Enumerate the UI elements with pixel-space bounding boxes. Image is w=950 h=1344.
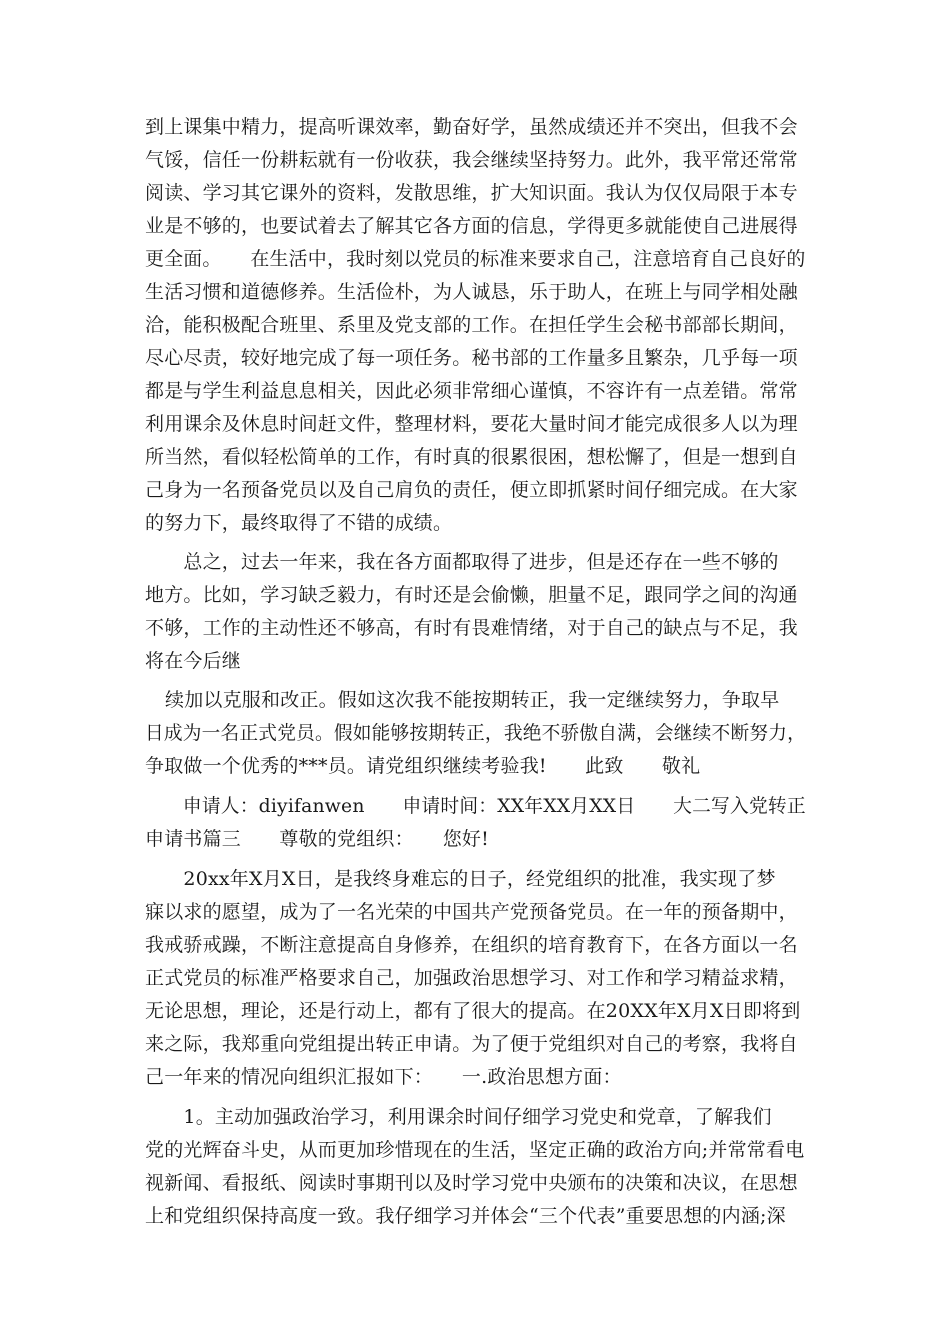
text-line: 尽心尽责，较好地完成了每一项任务。秘书部的工作量多且繁杂，几乎每一项 xyxy=(145,347,798,369)
text-line: 总之，过去一年来，我在各方面都取得了进步，但是还存在一些不够的 xyxy=(145,551,779,573)
text-line: 正式党员的标准严格要求自己，加强政治思想学习、对工作和学习精益求精， xyxy=(145,967,798,989)
text-line: 己一年来的情况向组织汇报如下： 一.政治思想方面： xyxy=(145,1066,622,1088)
text-line: 洽，能积极配合班里、系里及党支部的工作。在担任学生会秘书部部长期间， xyxy=(145,314,798,336)
text-line: 争取做一个优秀的***员。请党组织继续考验我! 此致 敬礼 xyxy=(145,755,701,777)
text-line: 的努力下，最终取得了不错的成绩。 xyxy=(145,512,453,534)
text-line: 不够，工作的主动性还不够高，有时有畏难情绪，对于自己的缺点与不足，我 xyxy=(145,617,798,639)
text-line: 业是不够的，也要试着去了解其它各方面的信息，学得更多就能使自己进展得 xyxy=(145,215,798,237)
text-line: 1。主动加强政治学习，利用课余时间仔细学习党史和党章，了解我们 xyxy=(145,1106,772,1128)
text-line: 将在今后继 xyxy=(145,650,242,672)
text-line: 党的光辉奋斗史，从而更加珍惜现在的生活，坚定正确的政治方向;并常常看电 xyxy=(145,1139,805,1161)
text-line: 视新闻、看报纸、阅读时事期刊以及时学习党中央颁布的决策和决议，在思想 xyxy=(145,1172,798,1194)
text-line: 地方。比如，学习缺乏毅力，有时还是会偷懒，胆量不足，跟同学之间的沟通 xyxy=(145,584,798,606)
text-line: 生活习惯和道德修养。生活俭朴，为人诚恳，乐于助人，在班上与同学相处融 xyxy=(145,281,798,303)
text-line: 寐以求的愿望，成为了一名光荣的中国共产党预备党员。在一年的预备期中， xyxy=(145,901,798,923)
text-line: 上和党组织保持高度一致。我仔细学习并体会“三个代表”重要思想的内涵;深 xyxy=(145,1205,786,1227)
text-line: 续加以克服和改正。假如这次我不能按期转正，我一定继续努力，争取早 xyxy=(165,689,780,711)
text-line: 阅读、学习其它课外的资料，发散思维，扩大知识面。我认为仅仅局限于本专 xyxy=(145,182,798,204)
text-line: 申请书篇三 尊敬的党组织： 您好! xyxy=(145,828,489,850)
text-line: 气馁，信任一份耕耘就有一份收获，我会继续坚持努力。此外，我平常还常常 xyxy=(145,149,798,171)
text-line: 我戒骄戒躁，不断注意提高自身修养，在组织的培育教育下，在各方面以一名 xyxy=(145,934,798,956)
text-line: 申请人：diyifanwen 申请时间：XX年XX月XX日 大二写入党转正 xyxy=(145,795,806,817)
text-line: 来之际，我郑重向党组提出转正申请。为了便于党组织对自己的考察，我将自 xyxy=(145,1033,798,1055)
text-line: 日成为一名正式党员。假如能够按期转正，我绝不骄傲自满，会继续不断努力， xyxy=(145,722,806,744)
text-line: 都是与学生利益息息相关，因此必须非常细心谨慎，不容许有一点差错。常常 xyxy=(145,380,798,402)
text-line: 20xx年X月X日，是我终身难忘的日子，经党组织的批准，我实现了梦 xyxy=(145,868,776,890)
text-line: 到上课集中精力，提高听课效率，勤奋好学，虽然成绩还并不突出，但我不会 xyxy=(145,116,798,138)
text-line: 更全面。 在生活中，我时刻以党员的标准来要求自己，注意培育自己良好的 xyxy=(145,248,806,270)
text-line: 己身为一名预备党员以及自己肩负的责任，便立即抓紧时间仔细完成。在大家 xyxy=(145,479,798,501)
text-line: 无论思想，理论，还是行动上，都有了很大的提高。在20XX年X月X日即将到 xyxy=(145,1000,801,1022)
text-line: 利用课余及休息时间赶文件，整理材料，要花大量时间才能完成很多人以为理 xyxy=(145,413,798,435)
text-line: 所当然，看似轻松简单的工作，有时真的很累很困，想松懈了，但是一想到自 xyxy=(145,446,798,468)
